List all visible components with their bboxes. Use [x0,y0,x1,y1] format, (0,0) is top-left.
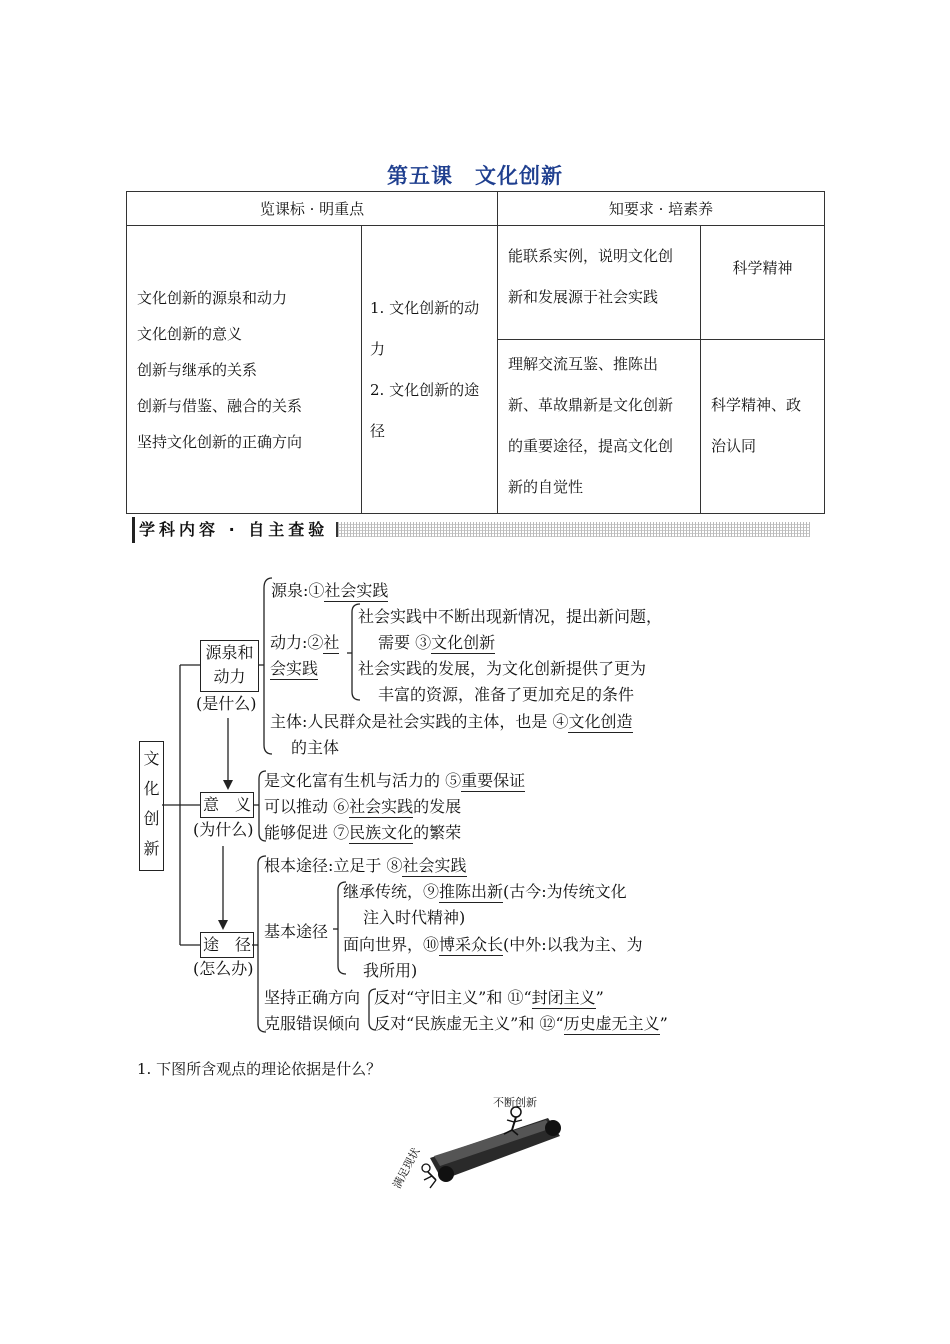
power-detail-2: 需要 ③文化创新 [378,633,496,652]
branch-2-subtitle: (为什么) [193,820,254,839]
branch-significance-box: 意 义 [200,792,254,818]
answer-5: 重要保证 [461,771,526,790]
topic-item: 创新与借鉴、融合的关系 [137,397,303,415]
power-line-2 [270,656,318,679]
answer-2b: 会实践 [270,659,319,678]
branch-1-subtitle: (是什么) [196,694,257,713]
root-char: 化 [143,779,160,798]
power-detail-4: 丰富的资源，准备了更加充足的条件 [378,685,635,704]
requirement-line: 理解交流互鉴、推陈出 [508,355,659,373]
answer-4: 文化创造 [568,712,633,731]
question-1: 1. 下图所含观点的理论依据是什么？ [137,1060,382,1078]
lesson-title: 第五课 文化创新 [387,164,563,188]
root-char: 文 [143,749,160,768]
branch-path-box: 途 径 [200,932,254,958]
answer-10: 博采众长 [439,935,504,954]
requirement-line: 新、革故鼎新是文化创新 [508,396,674,414]
requirement-line: 能联系实例，说明文化创 [508,247,674,265]
table-header-right: 知要求 · 培素养 [498,192,825,226]
focus-item: 1. 文化创新的动力 [370,299,480,358]
treadmill-cartoon [390,1090,570,1200]
fundamental-path-line: 根本途径:立足于 ⑧社会实践 [264,856,467,875]
branch-source-power-box [200,640,259,692]
answer-3: 文化创新 [431,633,496,652]
root-char: 新 [143,839,160,858]
branch-label: 源泉和 [205,643,254,662]
source-line: 源泉:①社会实践 [271,581,389,600]
answer-6: 社会实践 [349,797,414,816]
answer-12: 历史虚无主义 [563,1014,660,1033]
branch-label: 动力 [213,667,246,686]
power-line: 动力:②社 [270,633,340,652]
literacy-text: 科学精神 [732,259,793,277]
oppose-line-1: 反对“守旧主义”和 ⑪“封闭主义” [374,988,604,1007]
literacy-text: 治认同 [711,437,757,455]
requirement-line: 新和发展源于社会实践 [508,288,659,306]
literacy-text: 科学精神、政 [711,396,802,414]
topic-item: 创新与继承的关系 [137,361,258,379]
basic-path-line-1: 继承传统，⑨推陈出新(古今:为传统文化 [343,882,627,901]
cartoon-caption-side: 满足现状 [390,1145,423,1191]
power-detail-1: 社会实践中不断出现新情况，提出新问题， [358,607,663,626]
significance-line-3: 能够促进 ⑦民族文化的繁荣 [264,823,462,842]
topic-item: 坚持文化创新的正确方向 [137,433,303,451]
basic-path-line-3: 面向世界，⑩博采众长(中外:以我为主、为 [343,935,643,954]
significance-line-1: 是文化富有生机与活力的 ⑤重要保证 [264,771,526,790]
requirement-line: 新的自觉性 [508,478,584,496]
section-banner-label: 学科内容 · 自主查验 [132,517,334,543]
basic-path-line-4: 我所用) [363,961,418,980]
basic-path-line-2: 注入时代精神) [363,908,466,927]
root-node [139,741,164,871]
requirement-line: 的重要途径，提高文化创 [508,437,674,455]
power-detail-3: 社会实践的发展，为文化创新提供了更为 [358,659,647,678]
subject-line-2: 的主体 [291,738,340,757]
subject-line: 主体:人民群众是社会实践的主体，也是 ④文化创造 [270,712,633,731]
significance-line-2: 可以推动 ⑥社会实践的发展 [264,797,462,816]
oppose-line-2: 反对“民族虚无主义”和 ⑫“历史虚无主义” [374,1014,668,1033]
treadmill-drawing [390,1090,570,1200]
topic-item: 文化创新的源泉和动力 [137,289,288,307]
answer-1: 社会实践 [324,581,389,600]
direction-label-1: 坚持正确方向 [264,988,361,1007]
table-header-left: 览课标 · 明重点 [127,192,498,226]
root-char: 创 [143,809,160,828]
answer-9: 推陈出新 [439,882,504,901]
direction-label-2: 克服错误倾向 [264,1014,361,1033]
branch-3-subtitle: (怎么办) [193,959,254,978]
answer-8: 社会实践 [402,856,467,875]
basic-path-label: 基本途径 [264,922,329,941]
answer-11: 封闭主义 [531,988,596,1007]
answer-2a: 社 [323,633,340,652]
answer-7: 民族文化 [349,823,414,842]
cartoon-caption-top: 不断创新 [493,1096,537,1109]
topic-item: 文化创新的意义 [137,325,243,343]
focus-item: 2. 文化创新的途径 [370,381,480,440]
